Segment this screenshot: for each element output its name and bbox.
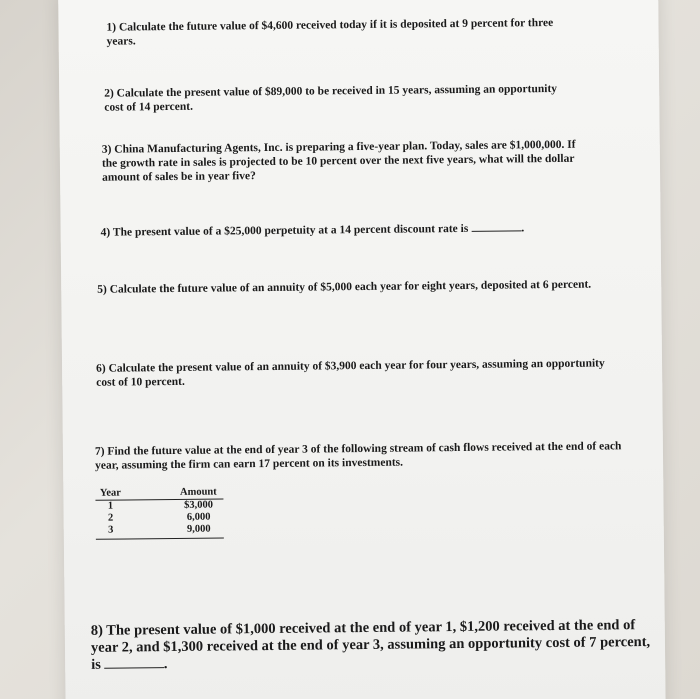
question-2 [104, 82, 574, 115]
question-6-text: 6) Calculate the present value of an annuity of $3,900 each year for four years, assuming an opportunity cost of 10 percent. [96, 357, 605, 389]
amount-cell: $3,000 [184, 499, 214, 511]
year-cell: 2 [107, 512, 114, 524]
question-5 [97, 278, 597, 297]
answer-blank[interactable] [104, 667, 164, 669]
question-5-text: 5) Calculate the future value of an annuity of $5,000 each year for eight years, deposited at 6 percent. [97, 278, 592, 296]
question-4: 4) The present value of a $25,000 perpetuity at a 14 percent discount rate is . [100, 222, 525, 239]
question-1 [106, 16, 556, 49]
question-8-text: 8) The present value of $1,000 received at the end of year 1, $1,200 received at the end of year 2, and $1,300 received at the end of year 3, assuming an opportunity cost of 7 percent, is [90, 617, 651, 673]
worksheet-paper [58, 0, 666, 699]
amount-header: Amount [179, 486, 217, 498]
question-2-text: 2) Calculate the present value of $89,000 to be received in 15 years, assuming an opportunity cost of 14 percent. [104, 82, 558, 114]
year-cell: 1 [107, 500, 114, 512]
question-3 [102, 138, 592, 185]
cash-flow-table-header [95, 486, 223, 500]
table-row [96, 523, 224, 536]
year-cell: 3 [108, 524, 114, 536]
answer-blank[interactable] [471, 230, 521, 232]
amount-cell: 9,000 [186, 523, 211, 535]
question-7-text: 7) Find the future value at the end of year 3 of the following stream of cash flows received at the end of each year, assuming the firm can earn 17 percent on its investments. [94, 440, 622, 472]
question-7 [95, 439, 635, 473]
table-bottom-rule [96, 537, 224, 539]
question-3-text: 3) China Manufacturing Agents, Inc. is preparing a five-year plan. Today, sales are $1,000,000. If the growth rate in sales is projected to be 10 percent over the next five years, what will the dollar amount of sales be in year five? [101, 138, 576, 184]
question-8: 8) The present value of $1,000 received at the end of year 1, $1,200 received at the end of year 2, and $1,300 received at the end of year 3, assuming an opportunity cost of 7 percent, is . [90, 617, 651, 673]
question-4-text: 4) The present value of a $25,000 perpetuity at a 14 percent discount rate is [100, 222, 469, 239]
year-header: Year [99, 487, 121, 499]
cash-flow-table [95, 486, 224, 539]
amount-cell: 6,000 [186, 511, 211, 523]
question-1-text: 1) Calculate the future value of $4,600 received today if it is deposited at 9 percent for three years. [106, 16, 554, 48]
question-6 [96, 356, 606, 389]
